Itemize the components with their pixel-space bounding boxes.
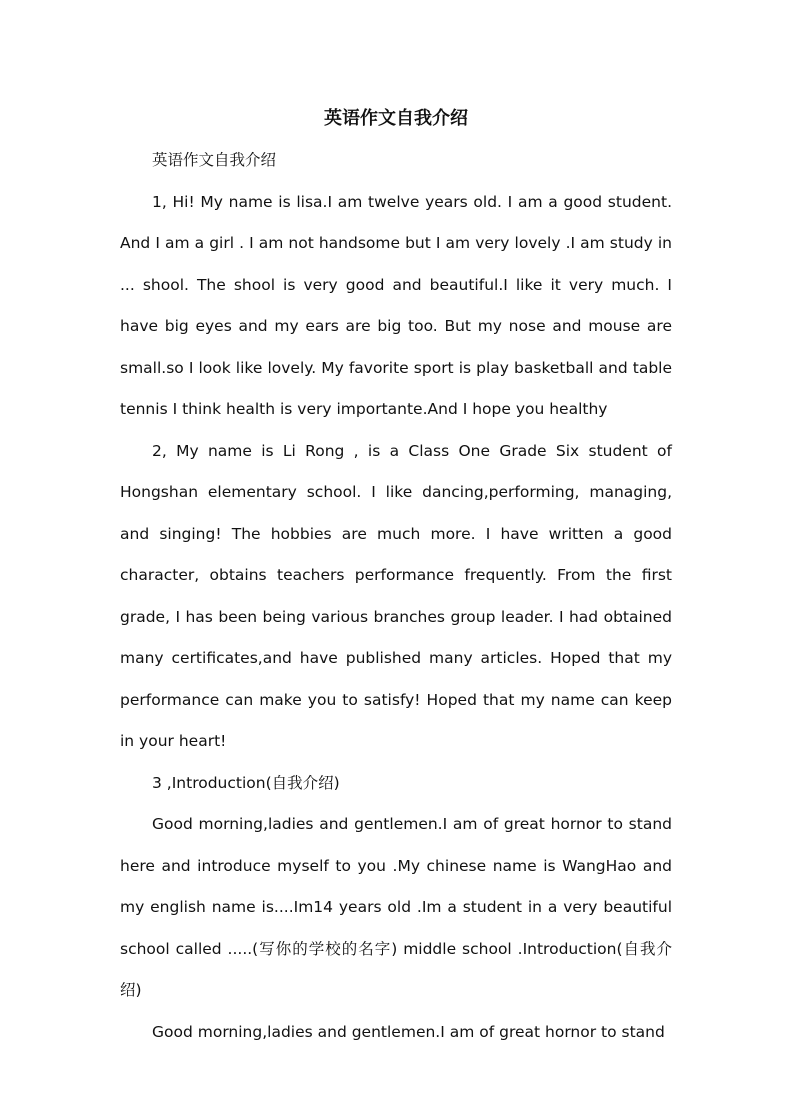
paragraph-essay-1: 1, Hi! My name is lisa.I am twelve years old. I am a good student. And I am a girl . I am not handsome but I am very lovely .I am study in ... shool. The shool is very good and beautiful.I like it very much. I have big eyes and my ears are big too. But my nose and mouse are small.so I look like lovely. My favorite sport is play basketball and table tennis I think health is very importante.And I hope you healthy <box>120 192 672 418</box>
paragraph-essay-3: Good morning,ladies and gentlemen.I am of great hornor to stand here and introduce myself to you .My chinese name is WangHao and my english name is....Im14 years old .Im a student in a very beautiful school called .....(写你的学校的名字) middle school .Introduction(自我介绍) <box>120 815 672 999</box>
paragraph-heading-3: 3 ,Introduction(自我介绍) <box>152 773 340 792</box>
paragraph-essay-2: 2, My name is Li Rong , is a Class One Grade Six student of Hongshan elementary school. I like dancing,performing, managing, and singing! The hobbies are much more. I have written a good character, obtains teachers performance frequently. From the first grade, I has been being various branches group leader. I had obtained many certificates,and have published many articles. Hoped that my performance can make you to satisfy! Hoped that my name can keep in your heart! <box>120 441 672 750</box>
paragraph-subtitle: 英语作文自我介绍 <box>152 151 277 169</box>
paragraph-essay-3-continued: Good morning,ladies and gentlemen.I am of great hornor to stand <box>152 1022 665 1041</box>
document-body <box>120 140 672 1053</box>
document-title: 英语作文自我介绍 <box>324 108 468 129</box>
